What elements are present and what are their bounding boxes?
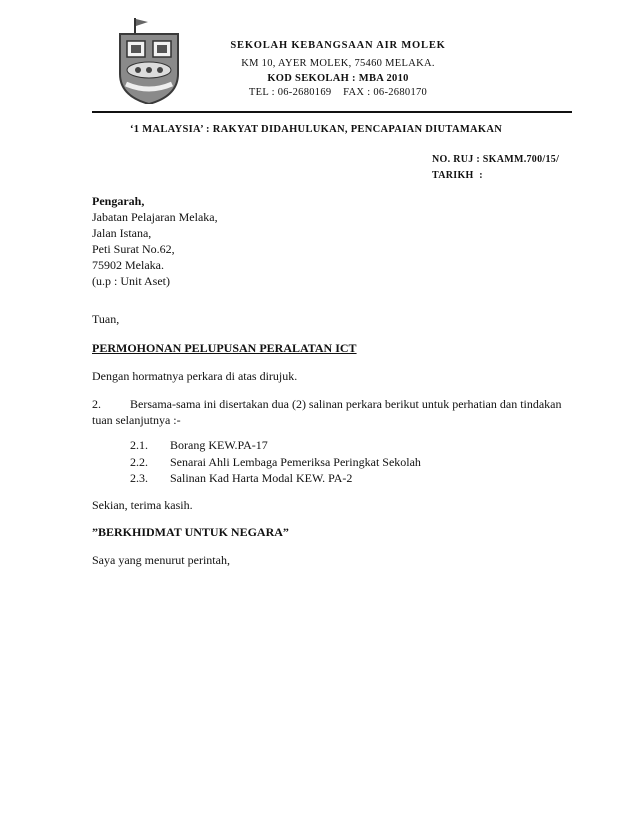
school-address: KM 10, AYER MOLEK, 75460 MELAKA. [241, 58, 435, 69]
reference-block [432, 152, 559, 184]
list-item [130, 470, 421, 487]
recipient-line: (u.p : Unit Aset) [92, 274, 170, 288]
school-contact: TEL : 06-2680169 FAX : 06-2680170 [248, 87, 428, 98]
list-item [130, 454, 421, 471]
recipient-address [92, 193, 582, 289]
date-label: TARIKH : [432, 170, 483, 181]
salutation: Tuan, [92, 312, 120, 326]
letterhead [200, 38, 476, 101]
school-code: KOD SEKOLAH : MBA 2010 [267, 72, 409, 84]
paragraph-2-text: Bersama-sama ini disertakan dua (2) salinan perkara berikut untuk perhatian dan tindakan tuan selanjutnya :- [92, 397, 562, 427]
recipient-line: 75902 Melaka. [92, 258, 164, 272]
paragraph-number: 2. [92, 397, 101, 411]
school-crest-logo [116, 18, 182, 104]
recipient-line: Peti Surat No.62, [92, 242, 175, 256]
list-item-label: Borang KEW.PA-17 [170, 438, 268, 452]
list-item-label: Senarai Ahli Lembaga Pemeriksa Peringkat Sekolah [170, 454, 421, 469]
school-name: SEKOLAH KEBANGSAAN AIR MOLEK [230, 40, 446, 51]
list-item-label: Salinan Kad Harta Modal KEW. PA-2 [170, 471, 353, 485]
sign-off: Saya yang menurut perintah, [92, 553, 230, 567]
letterhead-divider [92, 111, 572, 113]
list-item-number: 2.1. [130, 438, 148, 452]
recipient-title: Pengarah, [92, 194, 145, 208]
letter-subject: PERMOHONAN PELUPUSAN PERALATAN ICT [92, 341, 357, 355]
paragraph-1: Dengan hormatnya perkara di atas dirujuk. [92, 369, 298, 383]
service-slogan: ”BERKHIDMAT UNTUK NEGARA” [92, 525, 289, 539]
recipient-line: Jalan Istana, [92, 226, 152, 240]
list-item-number: 2.3. [130, 471, 148, 485]
list-item-number: 2.2. [130, 454, 148, 469]
reference-number: NO. RUJ : SKAMM.700/15/ [432, 154, 560, 165]
list-item [130, 437, 421, 454]
recipient-line: Jabatan Pelajaran Melaka, [92, 210, 218, 224]
national-motto: ‘1 MALAYSIA’ : RAKYAT DIDAHULUKAN, PENCAPAIAN DIUTAMAKAN [130, 124, 503, 135]
enclosure-list [130, 437, 421, 487]
closing-remark: Sekian, terima kasih. [92, 498, 193, 512]
paragraph-2 [92, 396, 582, 428]
